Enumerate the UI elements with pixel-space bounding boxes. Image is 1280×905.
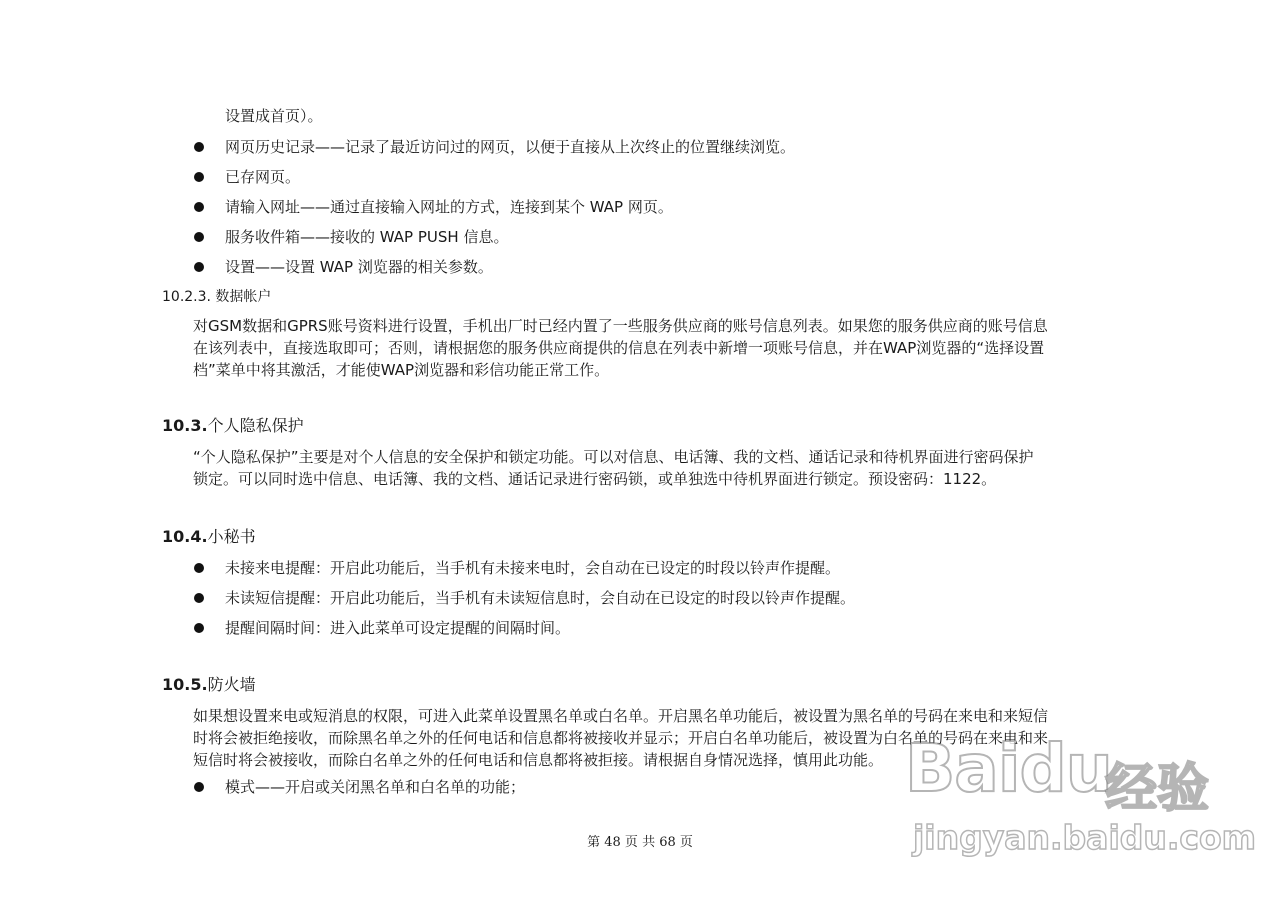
subsection-heading: 10.2.3. 数据帐户 <box>162 289 272 305</box>
list-item: 请输入网址——通过直接输入网址的方式，连接到某个 WAP 网页。 <box>225 198 673 216</box>
bullet-icon <box>194 262 204 272</box>
bullet-icon <box>194 202 204 212</box>
list-item: 模式——开启或关闭黑名单和白名单的功能； <box>225 778 526 796</box>
section-number: 10.3. <box>162 416 208 435</box>
paragraph-line: 对GSM数据和GPRS账号资料进行设置，手机出厂时已经内置了一些服务供应商的账号信息列表。如果您的服务供应商的账号信息 <box>193 317 1048 335</box>
bullet-icon <box>194 172 204 182</box>
section-heading <box>162 674 256 696</box>
bullet-icon <box>194 623 204 633</box>
bullet-icon <box>194 593 204 603</box>
paragraph-line: 锁定。可以同时选中信息、电话簿、我的文档、通话记录进行密码锁，或单独选中待机界面进行锁定。预设密码：1122。 <box>193 470 997 488</box>
section-number: 10.5. <box>162 675 208 694</box>
page-footer: 第 48 页 共 68 页 <box>587 835 693 850</box>
continuation-text: 设置成首页）。 <box>225 107 323 125</box>
paragraph-line: “个人隐私保护”主要是对个人信息的安全保护和锁定功能。可以对信息、电话簿、我的文档、通话记录和待机界面进行密码保护 <box>193 448 1034 466</box>
watermark-logo: Baidu <box>905 730 1112 807</box>
section-title: 个人隐私保护 <box>207 416 304 435</box>
bullet-icon <box>194 782 204 792</box>
bullet-icon <box>194 563 204 573</box>
paragraph-line: 短信时将会被接收，而除白名单之外的任何电话和信息都将被拒接。请根据自身情况选择，慎用此功能。 <box>193 751 884 769</box>
firewall-paragraph <box>193 705 1123 771</box>
paragraph-line: 时将会被拒绝接收，而除黑名单之外的任何电话和信息都将被接收并显示；开启白名单功能后，被设置为白名单的号码在来电和来 <box>193 729 1049 747</box>
paragraph-line: 在该列表中，直接选取即可；否则，请根据您的服务供应商提供的信息在列表中新增一项账号信息，并在WAP浏览器的“选择设置 <box>193 339 1045 357</box>
paragraph-line: 如果想设置来电或短消息的权限，可进入此菜单设置黑名单或白名单。开启黑名单功能后，被设置为黑名单的号码在来电和来短信 <box>193 707 1049 725</box>
list-item: 提醒间隔时间：进入此菜单可设定提醒的间隔时间。 <box>225 619 571 637</box>
bullet-icon <box>194 232 204 242</box>
bullet-icon <box>194 142 204 152</box>
list-item: 网页历史记录——记录了最近访问过的网页，以便于直接从上次终止的位置继续浏览。 <box>225 138 796 156</box>
section-title: 防火墙 <box>207 675 256 694</box>
section-number: 10.4. <box>162 527 208 546</box>
list-item: 未接来电提醒：开启此功能后，当手机有未接来电时，会自动在已设定的时段以铃声作提醒。 <box>225 559 841 577</box>
section-title: 小秘书 <box>207 527 256 546</box>
list-item: 未读短信提醒：开启此功能后，当手机有未读短信息时，会自动在已设定的时段以铃声作提醒。 <box>225 589 856 607</box>
paragraph-line: 档”菜单中将其激活，才能使WAP浏览器和彩信功能正常工作。 <box>193 361 610 379</box>
privacy-paragraph <box>193 446 1123 490</box>
section-heading <box>162 526 256 548</box>
list-item: 设置——设置 WAP 浏览器的相关参数。 <box>225 258 493 276</box>
section-heading <box>162 415 304 437</box>
list-item: 服务收件箱——接收的 WAP PUSH 信息。 <box>225 228 509 246</box>
watermark-url: jingyan.baidu.com <box>913 818 1257 857</box>
watermark-cn-text: 经验 <box>1105 759 1210 819</box>
list-item: 已存网页。 <box>225 168 301 186</box>
data-account-paragraph <box>193 315 1123 381</box>
